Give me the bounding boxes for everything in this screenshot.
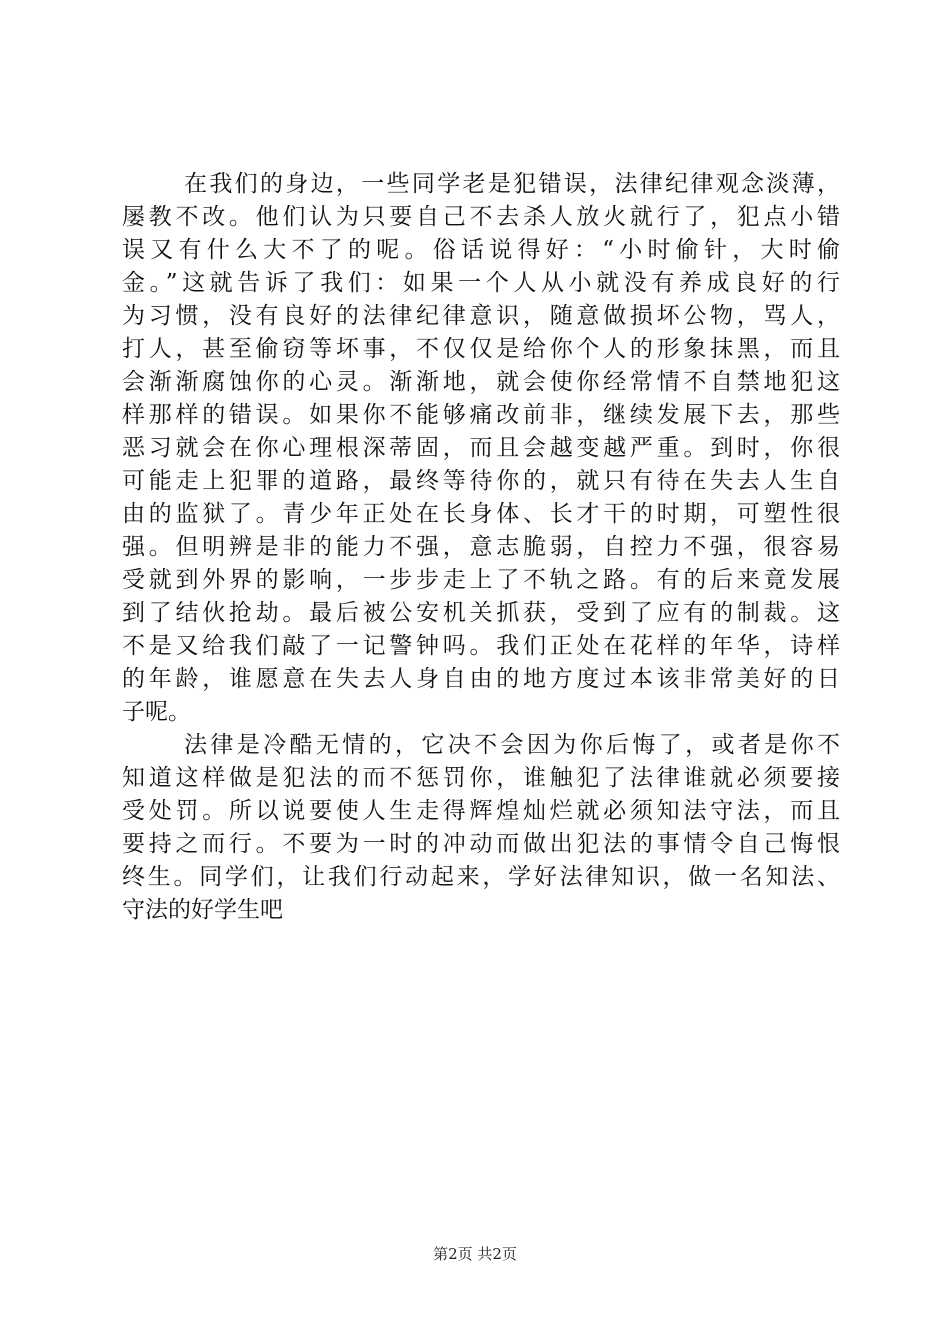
body-text <box>122 168 840 927</box>
paragraph-2-line: 受处罚。所以说要使人生走得辉煌灿烂就必须知法守法，而且 <box>122 798 840 824</box>
paragraph-1-line: 金。”这就告诉了我们：如果一个人从小就没有养成良好的行 <box>122 270 840 296</box>
paragraph-1-line: 由的监狱了。青少年正处在长身体、长才干的时期，可塑性很 <box>122 501 840 527</box>
paragraph-1-line: 打人，甚至偷窃等坏事，不仅仅是给你个人的形象抹黑，而且 <box>122 336 840 362</box>
paragraph-1-line: 可能走上犯罪的道路，最终等待你的，就只有待在失去人生自 <box>122 468 840 494</box>
paragraph-1-line: 子呢。 <box>122 699 191 725</box>
paragraph-1-line: 会渐渐腐蚀你的心灵。渐渐地，就会使你经常情不自禁地犯这 <box>122 369 840 395</box>
paragraph-1-line: 为习惯，没有良好的法律纪律意识，随意做损坏公物，骂人， <box>122 303 840 329</box>
paragraph-1-line: 误又有什么大不了的呢。俗话说得好：“小时偷针，大时偷 <box>122 237 840 263</box>
paragraph-2-line: 终生。同学们，让我们行动起来，学好法律知识，做一名知法、 <box>122 864 840 890</box>
paragraph-1-line: 样那样的错误。如果你不能够痛改前非，继续发展下去，那些 <box>122 402 840 428</box>
paragraph-2-line: 要持之而行。不要为一时的冲动而做出犯法的事情令自己悔恨 <box>122 831 840 857</box>
paragraph-1-line: 恶习就会在你心理根深蒂固，而且会越变越严重。到时，你很 <box>122 435 840 461</box>
page-number-footer: 第2页 共2页 <box>433 1245 517 1263</box>
paragraph-1-line: 到了结伙抢劫。最后被公安机关抓获，受到了应有的制裁。这 <box>122 600 840 626</box>
paragraph-1-line: 强。但明辨是非的能力不强，意志脆弱，自控力不强，很容易 <box>122 534 840 560</box>
paragraph-1-line: 受就到外界的影响，一步步走上了不轨之路。有的后来竟发展 <box>122 567 840 593</box>
paragraph-2-line: 知道这样做是犯法的而不惩罚你，谁触犯了法律谁就必须要接 <box>122 765 840 791</box>
paragraph-1-line: 的年龄，谁愿意在失去人身自由的地方度过本该非常美好的日 <box>122 666 840 692</box>
paragraph-1-line: 屡教不改。他们认为只要自己不去杀人放火就行了，犯点小错 <box>122 204 840 230</box>
paragraph-2-line: 法律是冷酷无情的，它决不会因为你后悔了，或者是你不 <box>184 732 840 758</box>
paragraph-1-line: 在我们的身边，一些同学老是犯错误，法律纪律观念淡薄， <box>184 171 840 197</box>
paragraph-1-line: 不是又给我们敲了一记警钟吗。我们正处在花样的年华，诗样 <box>122 633 840 659</box>
paragraph-2-line: 守法的好学生吧 <box>122 897 283 923</box>
